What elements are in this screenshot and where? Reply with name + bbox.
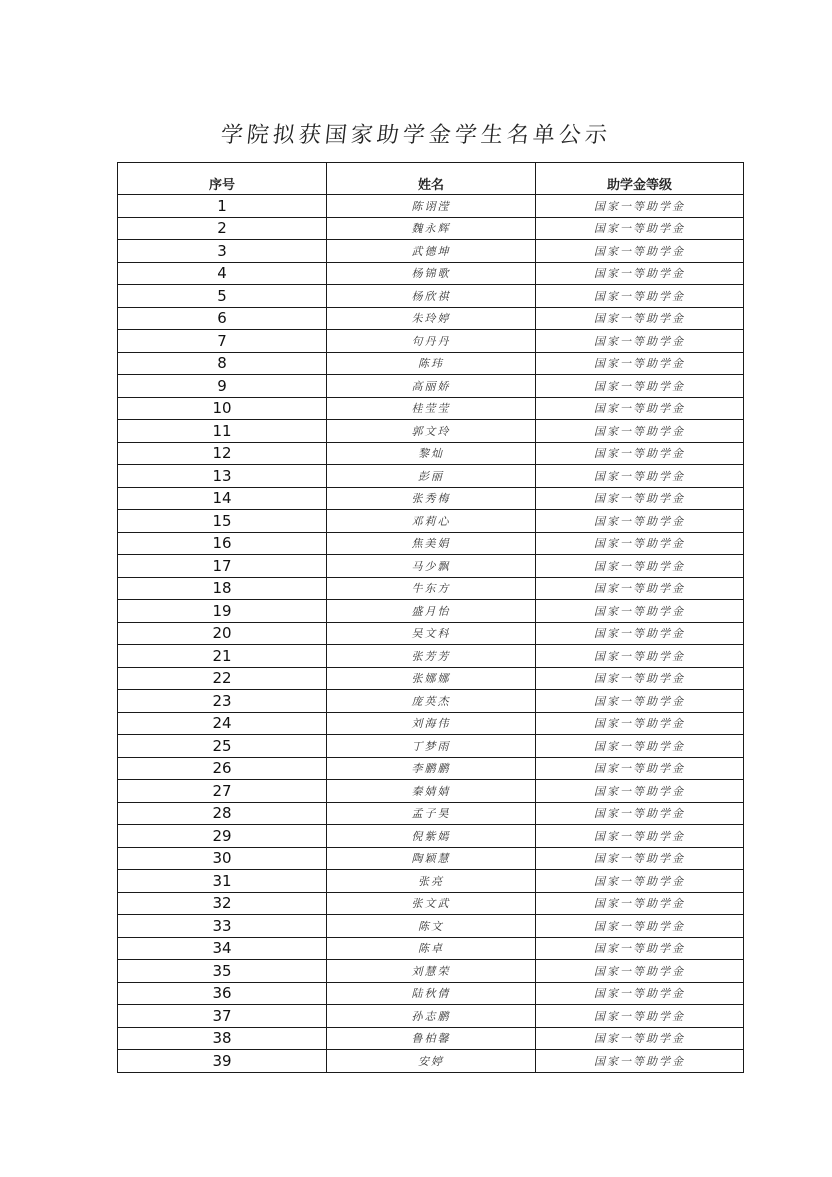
table-row [118, 555, 744, 578]
row-number-cell: 23 [118, 690, 327, 713]
scholarship-table [117, 162, 744, 1073]
row-number-cell: 31 [118, 870, 327, 893]
scholarship-level-cell: 国家一等助学金 [536, 577, 744, 600]
table-row [118, 262, 744, 285]
table-row [118, 465, 744, 488]
student-name-cell: 庞英杰 [327, 690, 536, 713]
row-number-cell: 29 [118, 825, 327, 848]
table-row [118, 307, 744, 330]
row-number-cell: 25 [118, 735, 327, 758]
scholarship-level-cell: 国家一等助学金 [536, 802, 744, 825]
student-name-cell: 陈玮 [327, 352, 536, 375]
row-number-cell: 6 [118, 307, 327, 330]
scholarship-level-cell: 国家一等助学金 [536, 825, 744, 848]
row-number-cell: 39 [118, 1050, 327, 1073]
scholarship-level-cell: 国家一等助学金 [536, 915, 744, 938]
table-row [118, 667, 744, 690]
row-number-cell: 27 [118, 780, 327, 803]
student-name-cell: 马少飘 [327, 555, 536, 578]
student-name-cell: 杨欣祺 [327, 285, 536, 308]
column-header-number: 序号 [118, 163, 327, 195]
scholarship-level-cell: 国家一等助学金 [536, 757, 744, 780]
table-row [118, 960, 744, 983]
table-row [118, 195, 744, 218]
row-number-cell: 12 [118, 442, 327, 465]
scholarship-level-cell: 国家一等助学金 [536, 690, 744, 713]
row-number-cell: 3 [118, 240, 327, 263]
student-name-cell: 张娜娜 [327, 667, 536, 690]
scholarship-level-cell: 国家一等助学金 [536, 420, 744, 443]
row-number-cell: 20 [118, 622, 327, 645]
scholarship-level-cell: 国家一等助学金 [536, 712, 744, 735]
student-name-cell: 邓莉心 [327, 510, 536, 533]
scholarship-level-cell: 国家一等助学金 [536, 645, 744, 668]
scholarship-level-cell: 国家一等助学金 [536, 847, 744, 870]
scholarship-level-cell: 国家一等助学金 [536, 397, 744, 420]
scholarship-level-cell: 国家一等助学金 [536, 892, 744, 915]
table-row [118, 825, 744, 848]
row-number-cell: 14 [118, 487, 327, 510]
row-number-cell: 8 [118, 352, 327, 375]
table-row [118, 870, 744, 893]
student-name-cell: 陆秋倩 [327, 982, 536, 1005]
table-row [118, 915, 744, 938]
table-row [118, 690, 744, 713]
row-number-cell: 10 [118, 397, 327, 420]
row-number-cell: 2 [118, 217, 327, 240]
row-number-cell: 34 [118, 937, 327, 960]
row-number-cell: 18 [118, 577, 327, 600]
scholarship-level-cell: 国家一等助学金 [536, 960, 744, 983]
scholarship-level-cell: 国家一等助学金 [536, 622, 744, 645]
table-row [118, 712, 744, 735]
student-name-cell: 魏永辉 [327, 217, 536, 240]
table-row [118, 780, 744, 803]
student-name-cell: 彭丽 [327, 465, 536, 488]
row-number-cell: 17 [118, 555, 327, 578]
scholarship-level-cell: 国家一等助学金 [536, 465, 744, 488]
scholarship-level-cell: 国家一等助学金 [536, 195, 744, 218]
student-name-cell: 张芳芳 [327, 645, 536, 668]
student-name-cell: 吴文科 [327, 622, 536, 645]
student-name-cell: 张文武 [327, 892, 536, 915]
row-number-cell: 9 [118, 375, 327, 398]
student-name-cell: 倪紫嫣 [327, 825, 536, 848]
row-number-cell: 4 [118, 262, 327, 285]
row-number-cell: 22 [118, 667, 327, 690]
row-number-cell: 38 [118, 1027, 327, 1050]
table-row [118, 735, 744, 758]
scholarship-level-cell: 国家一等助学金 [536, 735, 744, 758]
student-name-cell: 鲁柏馨 [327, 1027, 536, 1050]
scholarship-level-cell: 国家一等助学金 [536, 1027, 744, 1050]
row-number-cell: 36 [118, 982, 327, 1005]
row-number-cell: 32 [118, 892, 327, 915]
scholarship-level-cell: 国家一等助学金 [536, 667, 744, 690]
page-title: 学院拟获国家助学金学生名单公示 [219, 123, 613, 148]
row-number-cell: 16 [118, 532, 327, 555]
table-row [118, 352, 744, 375]
student-name-cell: 郭文玲 [327, 420, 536, 443]
student-name-cell: 张亮 [327, 870, 536, 893]
table-row [118, 847, 744, 870]
row-number-cell: 13 [118, 465, 327, 488]
scholarship-level-cell: 国家一等助学金 [536, 487, 744, 510]
scholarship-level-cell: 国家一等助学金 [536, 217, 744, 240]
row-number-cell: 33 [118, 915, 327, 938]
table-row [118, 645, 744, 668]
table-row [118, 982, 744, 1005]
scholarship-level-cell: 国家一等助学金 [536, 307, 744, 330]
student-name-cell: 武德坤 [327, 240, 536, 263]
student-name-cell: 刘慧荣 [327, 960, 536, 983]
table-row [118, 397, 744, 420]
table-row [118, 802, 744, 825]
table-row [118, 892, 744, 915]
student-name-cell: 陈卓 [327, 937, 536, 960]
student-name-cell: 朱玲婷 [327, 307, 536, 330]
row-number-cell: 19 [118, 600, 327, 623]
row-number-cell: 7 [118, 330, 327, 353]
student-name-cell: 安婷 [327, 1050, 536, 1073]
table-row [118, 1027, 744, 1050]
row-number-cell: 11 [118, 420, 327, 443]
scholarship-level-cell: 国家一等助学金 [536, 532, 744, 555]
row-number-cell: 21 [118, 645, 327, 668]
student-name-cell: 牛东方 [327, 577, 536, 600]
scholarship-level-cell: 国家一等助学金 [536, 870, 744, 893]
student-name-cell: 黎灿 [327, 442, 536, 465]
row-number-cell: 30 [118, 847, 327, 870]
student-name-cell: 句丹丹 [327, 330, 536, 353]
row-number-cell: 24 [118, 712, 327, 735]
student-name-cell: 李鹏鹏 [327, 757, 536, 780]
row-number-cell: 26 [118, 757, 327, 780]
table-header-row [118, 163, 744, 195]
table-row [118, 375, 744, 398]
table-row [118, 937, 744, 960]
table-row [118, 420, 744, 443]
scholarship-level-cell: 国家一等助学金 [536, 780, 744, 803]
student-name-cell: 杨锦歌 [327, 262, 536, 285]
scholarship-level-cell: 国家一等助学金 [536, 285, 744, 308]
scholarship-level-cell: 国家一等助学金 [536, 510, 744, 533]
row-number-cell: 35 [118, 960, 327, 983]
student-name-cell: 陈诩滢 [327, 195, 536, 218]
table-row [118, 217, 744, 240]
scholarship-level-cell: 国家一等助学金 [536, 1005, 744, 1028]
column-header-level: 助学金等级 [536, 163, 744, 195]
table-body [118, 195, 744, 1073]
student-name-cell: 孙志鹏 [327, 1005, 536, 1028]
table-row [118, 510, 744, 533]
table-row [118, 577, 744, 600]
column-header-name: 姓名 [327, 163, 536, 195]
row-number-cell: 5 [118, 285, 327, 308]
table-row [118, 757, 744, 780]
table-row [118, 600, 744, 623]
scholarship-level-cell: 国家一等助学金 [536, 555, 744, 578]
table-row [118, 532, 744, 555]
table-row [118, 240, 744, 263]
scholarship-level-cell: 国家一等助学金 [536, 240, 744, 263]
student-name-cell: 焦美娟 [327, 532, 536, 555]
table-row [118, 1005, 744, 1028]
student-name-cell: 张秀梅 [327, 487, 536, 510]
student-name-cell: 高丽娇 [327, 375, 536, 398]
row-number-cell: 1 [118, 195, 327, 218]
student-name-cell: 丁梦雨 [327, 735, 536, 758]
table-row [118, 442, 744, 465]
scholarship-level-cell: 国家一等助学金 [536, 352, 744, 375]
table-row [118, 622, 744, 645]
scholarship-level-cell: 国家一等助学金 [536, 600, 744, 623]
scholarship-level-cell: 国家一等助学金 [536, 330, 744, 353]
student-name-cell: 秦婧婧 [327, 780, 536, 803]
table-row [118, 330, 744, 353]
table-row [118, 487, 744, 510]
scholarship-level-cell: 国家一等助学金 [536, 262, 744, 285]
student-name-cell: 盛月怡 [327, 600, 536, 623]
student-name-cell: 桂莹莹 [327, 397, 536, 420]
table-row [118, 1050, 744, 1073]
scholarship-level-cell: 国家一等助学金 [536, 442, 744, 465]
student-name-cell: 陈文 [327, 915, 536, 938]
scholarship-level-cell: 国家一等助学金 [536, 982, 744, 1005]
scholarship-level-cell: 国家一等助学金 [536, 375, 744, 398]
row-number-cell: 15 [118, 510, 327, 533]
row-number-cell: 28 [118, 802, 327, 825]
student-name-cell: 陶颖慧 [327, 847, 536, 870]
student-name-cell: 刘海伟 [327, 712, 536, 735]
scholarship-level-cell: 国家一等助学金 [536, 937, 744, 960]
table-row [118, 285, 744, 308]
student-name-cell: 孟子昊 [327, 802, 536, 825]
scholarship-level-cell: 国家一等助学金 [536, 1050, 744, 1073]
row-number-cell: 37 [118, 1005, 327, 1028]
